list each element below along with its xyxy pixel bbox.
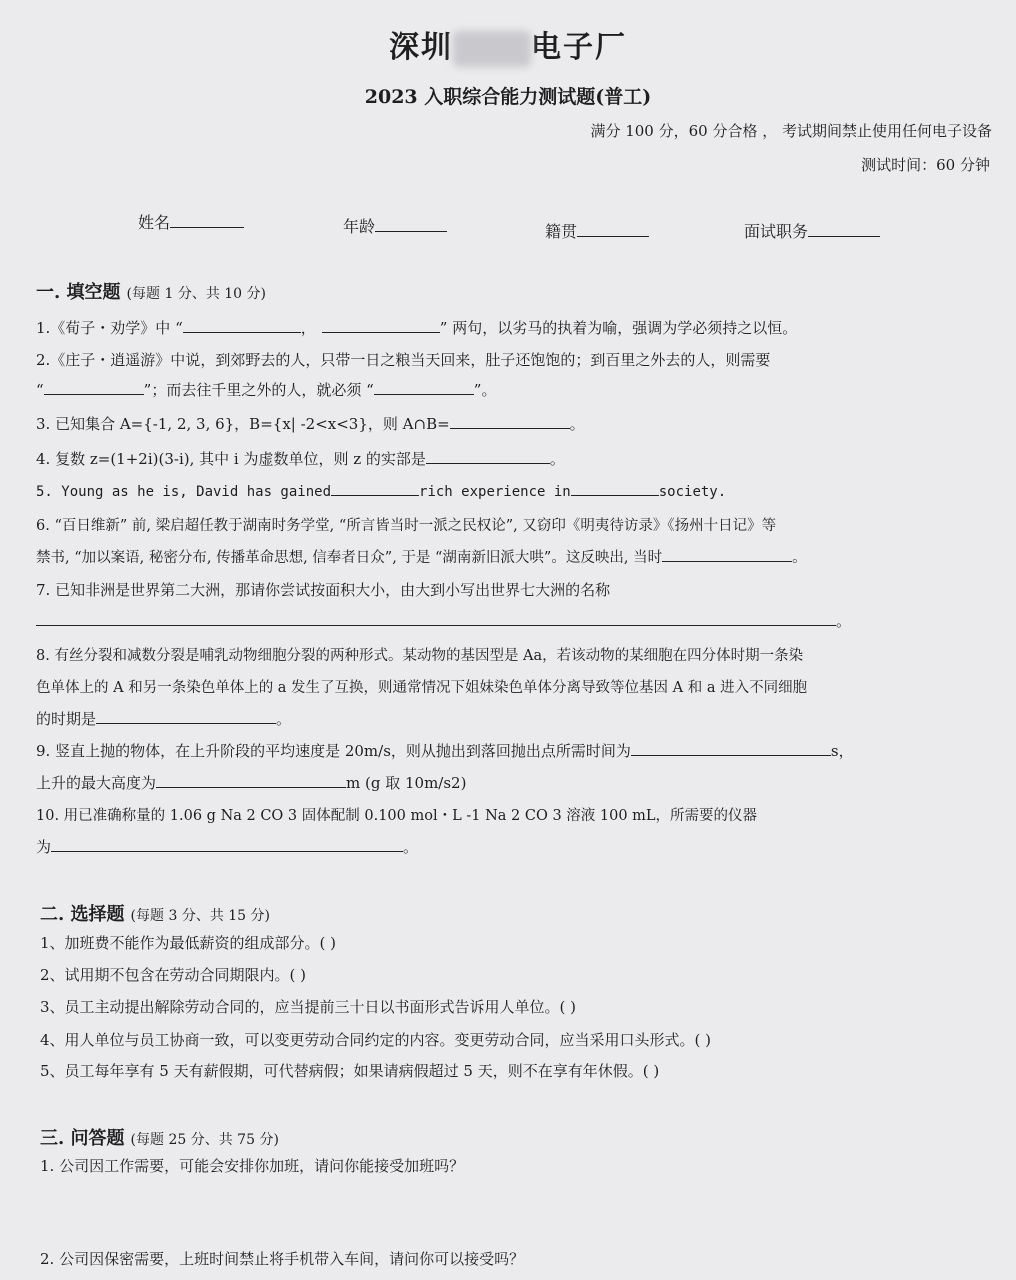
question-1-8-line1: 8. 有丝分裂和减数分裂是哺乳动物细胞分裂的两种形式。某动物的基因型是 Aa，若该动物的某细胞在四分体时期一条染 [36,648,804,664]
exam-subtitle: 2023 入职综合能力测试题(普工) [364,86,652,108]
choice-item-2[interactable]: 2、试用期不包含在劳动合同期限内。( ) [40,966,307,984]
q6-end: 。 [792,550,807,566]
question-1-9-line1 [36,740,854,761]
question-1-7-line2 [36,610,851,631]
q3-blank[interactable] [450,414,570,429]
q7-blank[interactable] [36,611,836,626]
q1-text-c: ” 两句，以劣马的执着为喻，强调为学必须持之以恒。 [439,319,798,337]
question-1-2-line1: 2.《庄子・逍遥游》中说，到郊野去的人，只带一日之粮当天回来，肚子还饱饱的；到百里之外去的人，则需要 [36,351,771,369]
q9-unit-s: s， [830,742,854,760]
age-field[interactable] [343,214,447,237]
choice-item-4[interactable]: 4、用人单位与员工协商一致，可以变更劳动合同约定的内容。变更劳动合同，应当采用口头形式。( ) [40,1031,712,1049]
choice-item-5[interactable]: 5、员工每年享有 5 天有薪假期，可代替病假；如果请病假超过 5 天，则不在享有年休假。( ) [40,1062,660,1080]
exam-rules: 满分 100 分，60 分合格 ， 考试期间禁止使用任何电子设备 [590,122,992,140]
q6-blank[interactable] [662,547,792,562]
question-1-6-line2 [36,546,807,567]
q8-end: 。 [276,710,292,728]
title-right: 电子厂 [531,30,627,65]
q10-blank[interactable] [51,837,403,852]
question-1-6-line1: 6. “百日维新” 前, 梁启超任教于湖南时务学堂, “所言皆当时一派之民权论”, 又窃印《明夷待访录》《扬州十日记》等 [36,518,777,534]
section-fill-in-title [36,278,266,304]
q9-text-b: 上升的最大高度为 [36,774,157,792]
q5-text-a: 5. Young as he is, David has gained [36,484,332,500]
q6-text: 禁书, “加以案语, 秘密分布, 传播革命思想, 信奉者日众”, 于是 “湖南新旧派大哄”。这反映出, 当时 [36,550,663,566]
section-1-heading: 一. 填空题 [36,282,121,303]
section-qa-title [40,1124,279,1150]
q9-blank-1[interactable] [631,741,831,756]
q2-text-c: ”。 [473,381,497,399]
position-field[interactable] [744,219,880,242]
q3-end: 。 [569,415,585,433]
hometown-label: 籍贯 [545,222,578,241]
q4-blank[interactable] [426,449,550,464]
q2-text-b: ”；而去往千里之外的人，就必须 “ [143,381,374,399]
position-blank[interactable] [808,222,880,237]
title-left: 深圳 [389,30,453,65]
q9-text-a: 9. 竖直上抛的物体，在上升阶段的平均速度是 20m/s，则从抛出到落回抛出点所需时间为 [36,742,631,760]
name-label: 姓名 [138,213,171,232]
section-2-heading: 二. 选择题 [40,904,125,925]
question-1-10-line2 [36,836,418,857]
q9-blank-2[interactable] [156,773,346,788]
question-1-10-line1: 10. 用已准确称量的 1.06 g Na 2 CO 3 固体配制 0.100 mol・L -1 Na 2 CO 3 溶液 100 mL，所需要的仪器 [36,808,758,824]
q1-blank-2[interactable] [322,318,440,333]
qa-item-2: 2. 公司因保密需要，上班时间禁止将手机带入车间，请问你可以接受吗？ [40,1250,525,1268]
q5-text-c: society. [658,484,727,500]
section-choice-title [40,900,270,926]
hometown-blank[interactable] [577,222,649,237]
age-label: 年龄 [343,217,376,236]
q8-text: 的时期是 [36,710,97,728]
question-1-8-line2: 色单体上的 A 和另一条染色单体上的 a 发生了互换，则通常情况下姐妹染色单体分离导致等位基因 A 和 a 进入不同细胞 [36,680,808,696]
position-label: 面试职务 [744,222,809,241]
exam-time: 测试时间：60 分钟 [861,156,990,174]
q7-end: 。 [836,612,852,630]
age-blank[interactable] [375,217,447,232]
q3-text: 3. 已知集合 A={-1, 2, 3, 6}，B={x| -2<x<3}，则 A∩B= [36,415,450,433]
q5-text-b: rich experience in [419,484,571,500]
q5-blank-2[interactable] [571,481,659,496]
q4-end: 。 [549,450,565,468]
section-3-heading: 三. 问答题 [40,1128,125,1149]
section-1-note: (每题 1 分、共 10 分) [126,286,266,302]
name-blank[interactable] [170,213,244,228]
q2-blank-1[interactable] [44,380,144,395]
q8-blank[interactable] [96,709,276,724]
question-1-7-line1: 7. 已知非洲是世界第二大洲，那请你尝试按面积大小，由大到小写出世界七大洲的名称 [36,581,611,599]
question-1-5 [36,481,726,500]
question-1-9-line2 [36,772,466,793]
q5-blank-1[interactable] [331,481,419,496]
question-1-8-line3 [36,708,291,729]
section-2-note: (每题 3 分、共 15 分) [130,908,270,924]
q1-blank-1[interactable] [183,318,301,333]
q10-end: 。 [403,838,419,856]
question-1-4 [36,448,565,469]
q2-blank-2[interactable] [374,380,474,395]
q10-text: 为 [36,838,52,856]
q1-text-a: 1.《荀子・劝学》中 “ [36,319,183,337]
question-1-3 [36,413,585,434]
section-3-note: (每题 25 分、共 75 分) [130,1132,279,1148]
blurred-company-name [453,31,531,67]
q4-text: 4. 复数 z=(1+2i)(3-i), 其中 i 为虚数单位，则 z 的实部是 [36,450,426,468]
q9-unit-m: m (g 取 10m/s2) [346,774,467,792]
hometown-field[interactable] [545,219,649,242]
choice-item-3[interactable]: 3、员工主动提出解除劳动合同的，应当提前三十日以书面形式告诉用人单位。( ) [40,998,577,1016]
exam-title [0,22,1016,67]
q1-text-b: ， [300,319,316,337]
question-1-1 [36,317,797,338]
qa-item-1: 1. 公司因工作需要，可能会安排你加班，请问你能接受加班吗？ [40,1157,465,1175]
choice-item-1[interactable]: 1、加班费不能作为最低薪资的组成部分。( ) [40,934,337,952]
question-1-2-line2 [36,379,496,400]
name-field[interactable] [138,210,244,233]
q2-text-a: “ [36,381,44,399]
